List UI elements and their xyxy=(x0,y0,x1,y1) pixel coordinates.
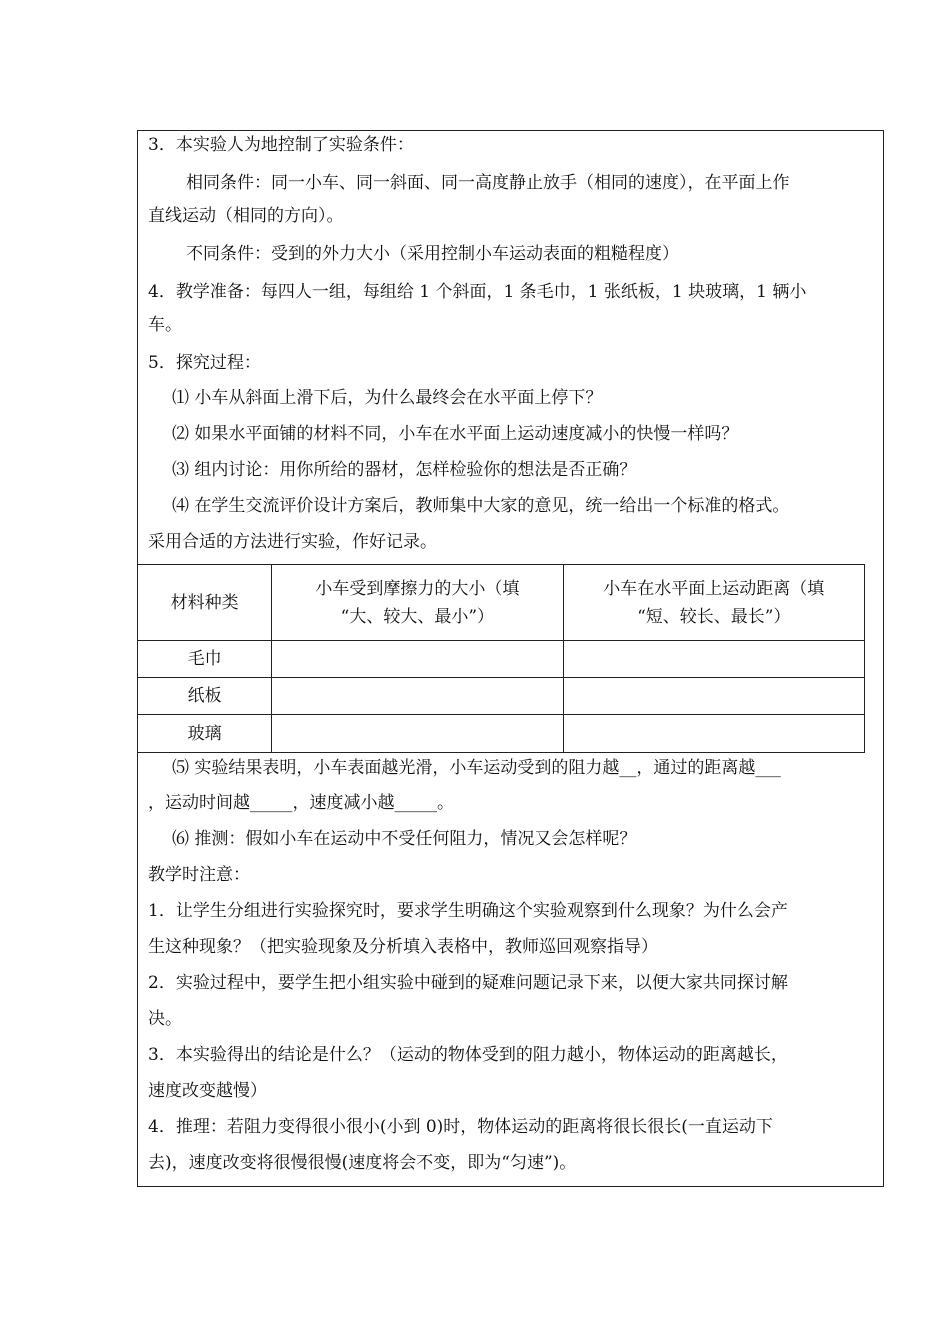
header-friction-line2: “大、较大、最小”） xyxy=(340,606,495,627)
row-material-glass: 玻璃 xyxy=(138,715,272,753)
cell-friction-towel xyxy=(272,641,563,678)
table-row xyxy=(138,641,865,678)
cell-distance-towel xyxy=(563,641,864,678)
question-4-line2: 采用合适的方法进行实验，作好记录。 xyxy=(148,532,437,552)
result-line1: ⑸ 实验结果表明，小车表面越光滑，小车运动受到的阻力越__，通过的距离越___ xyxy=(172,758,781,778)
note-2-line2: 决。 xyxy=(148,1009,182,1029)
question-6: ⑹ 推测：假如小车在运动中不受任何阻力，情况又会怎样呢？ xyxy=(172,829,637,849)
note-3-line1: 3．本实验得出的结论是什么？（运动的物体受到的阻力越小，物体运动的距离越长， xyxy=(148,1045,788,1065)
table-row xyxy=(138,715,865,753)
cell-distance-glass xyxy=(563,715,864,753)
cell-friction-glass xyxy=(272,715,563,753)
teaching-notes-heading: 教学时注意： xyxy=(148,865,250,885)
section-4-line2: 车。 xyxy=(148,315,182,335)
same-conditions-line1: 相同条件：同一小车、同一斜面、同一高度静止放手（相同的速度），在平面上作 xyxy=(186,173,790,193)
cell-friction-cardboard xyxy=(272,678,563,715)
header-distance xyxy=(563,565,864,641)
same-conditions-line2: 直线运动（相同的方向）。 xyxy=(148,206,344,226)
note-1-line1: 1．让学生分组进行实验探究时，要求学生明确这个实验观察到什么现象？为什么会产 xyxy=(148,901,788,921)
header-friction-line1: 小车受到摩擦力的大小（填 xyxy=(315,578,520,599)
question-1: ⑴ 小车从斜面上滑下后，为什么最终会在水平面上停下？ xyxy=(172,388,603,408)
row-material-towel: 毛巾 xyxy=(138,641,272,678)
row-material-cardboard: 纸板 xyxy=(138,678,272,715)
note-2-line1: 2．实验过程中，要学生把小组实验中碰到的疑难问题记录下来，以便大家共同探讨解 xyxy=(148,973,788,993)
table-header-row xyxy=(138,565,865,641)
section-4-line1: 4．教学准备：每四人一组，每组给 1 个斜面，1 条毛巾，1 张纸板，1 块玻璃，1 辆小 xyxy=(148,282,807,302)
header-distance-line1: 小车在水平面上运动距离（填 xyxy=(603,578,825,599)
question-2: ⑵ 如果水平面铺的材料不同，小车在水平面上运动速度减小的快慢一样吗？ xyxy=(172,424,739,444)
header-material: 材料种类 xyxy=(138,565,272,641)
header-distance-line2: “短、较长、最长”） xyxy=(637,606,791,627)
note-1-line2: 生这种现象？（把实验现象及分析填入表格中，教师巡回观察指导） xyxy=(148,937,658,957)
section-3-heading: 3．本实验人为地控制了实验条件： xyxy=(148,135,414,155)
note-4-line1: 4．推理：若阻力变得很小很小(小到 0)时，物体运动的距离将很长很长(一直运动下 xyxy=(148,1117,773,1137)
header-friction xyxy=(272,565,563,641)
result-line2: ，运动时间越_____，速度减小越_____。 xyxy=(148,793,454,813)
different-conditions: 不同条件：受到的外力大小（采用控制小车运动表面的粗糙程度） xyxy=(186,244,679,264)
note-3-line2: 速度改变越慢） xyxy=(148,1081,267,1101)
record-table xyxy=(137,564,865,753)
cell-distance-cardboard xyxy=(563,678,864,715)
question-3: ⑶ 组内讨论：用你所给的器材，怎样检验你的想法是否正确？ xyxy=(172,460,637,480)
table-row xyxy=(138,678,865,715)
question-4-line1: ⑷ 在学生交流评价设计方案后，教师集中大家的意见，统一给出一个标准的格式。 xyxy=(172,496,790,516)
section-5-heading: 5．探究过程： xyxy=(148,353,261,373)
note-4-line2: 去)，速度改变将很慢很慢(速度将会不变，即为“匀速”)。 xyxy=(148,1153,577,1173)
